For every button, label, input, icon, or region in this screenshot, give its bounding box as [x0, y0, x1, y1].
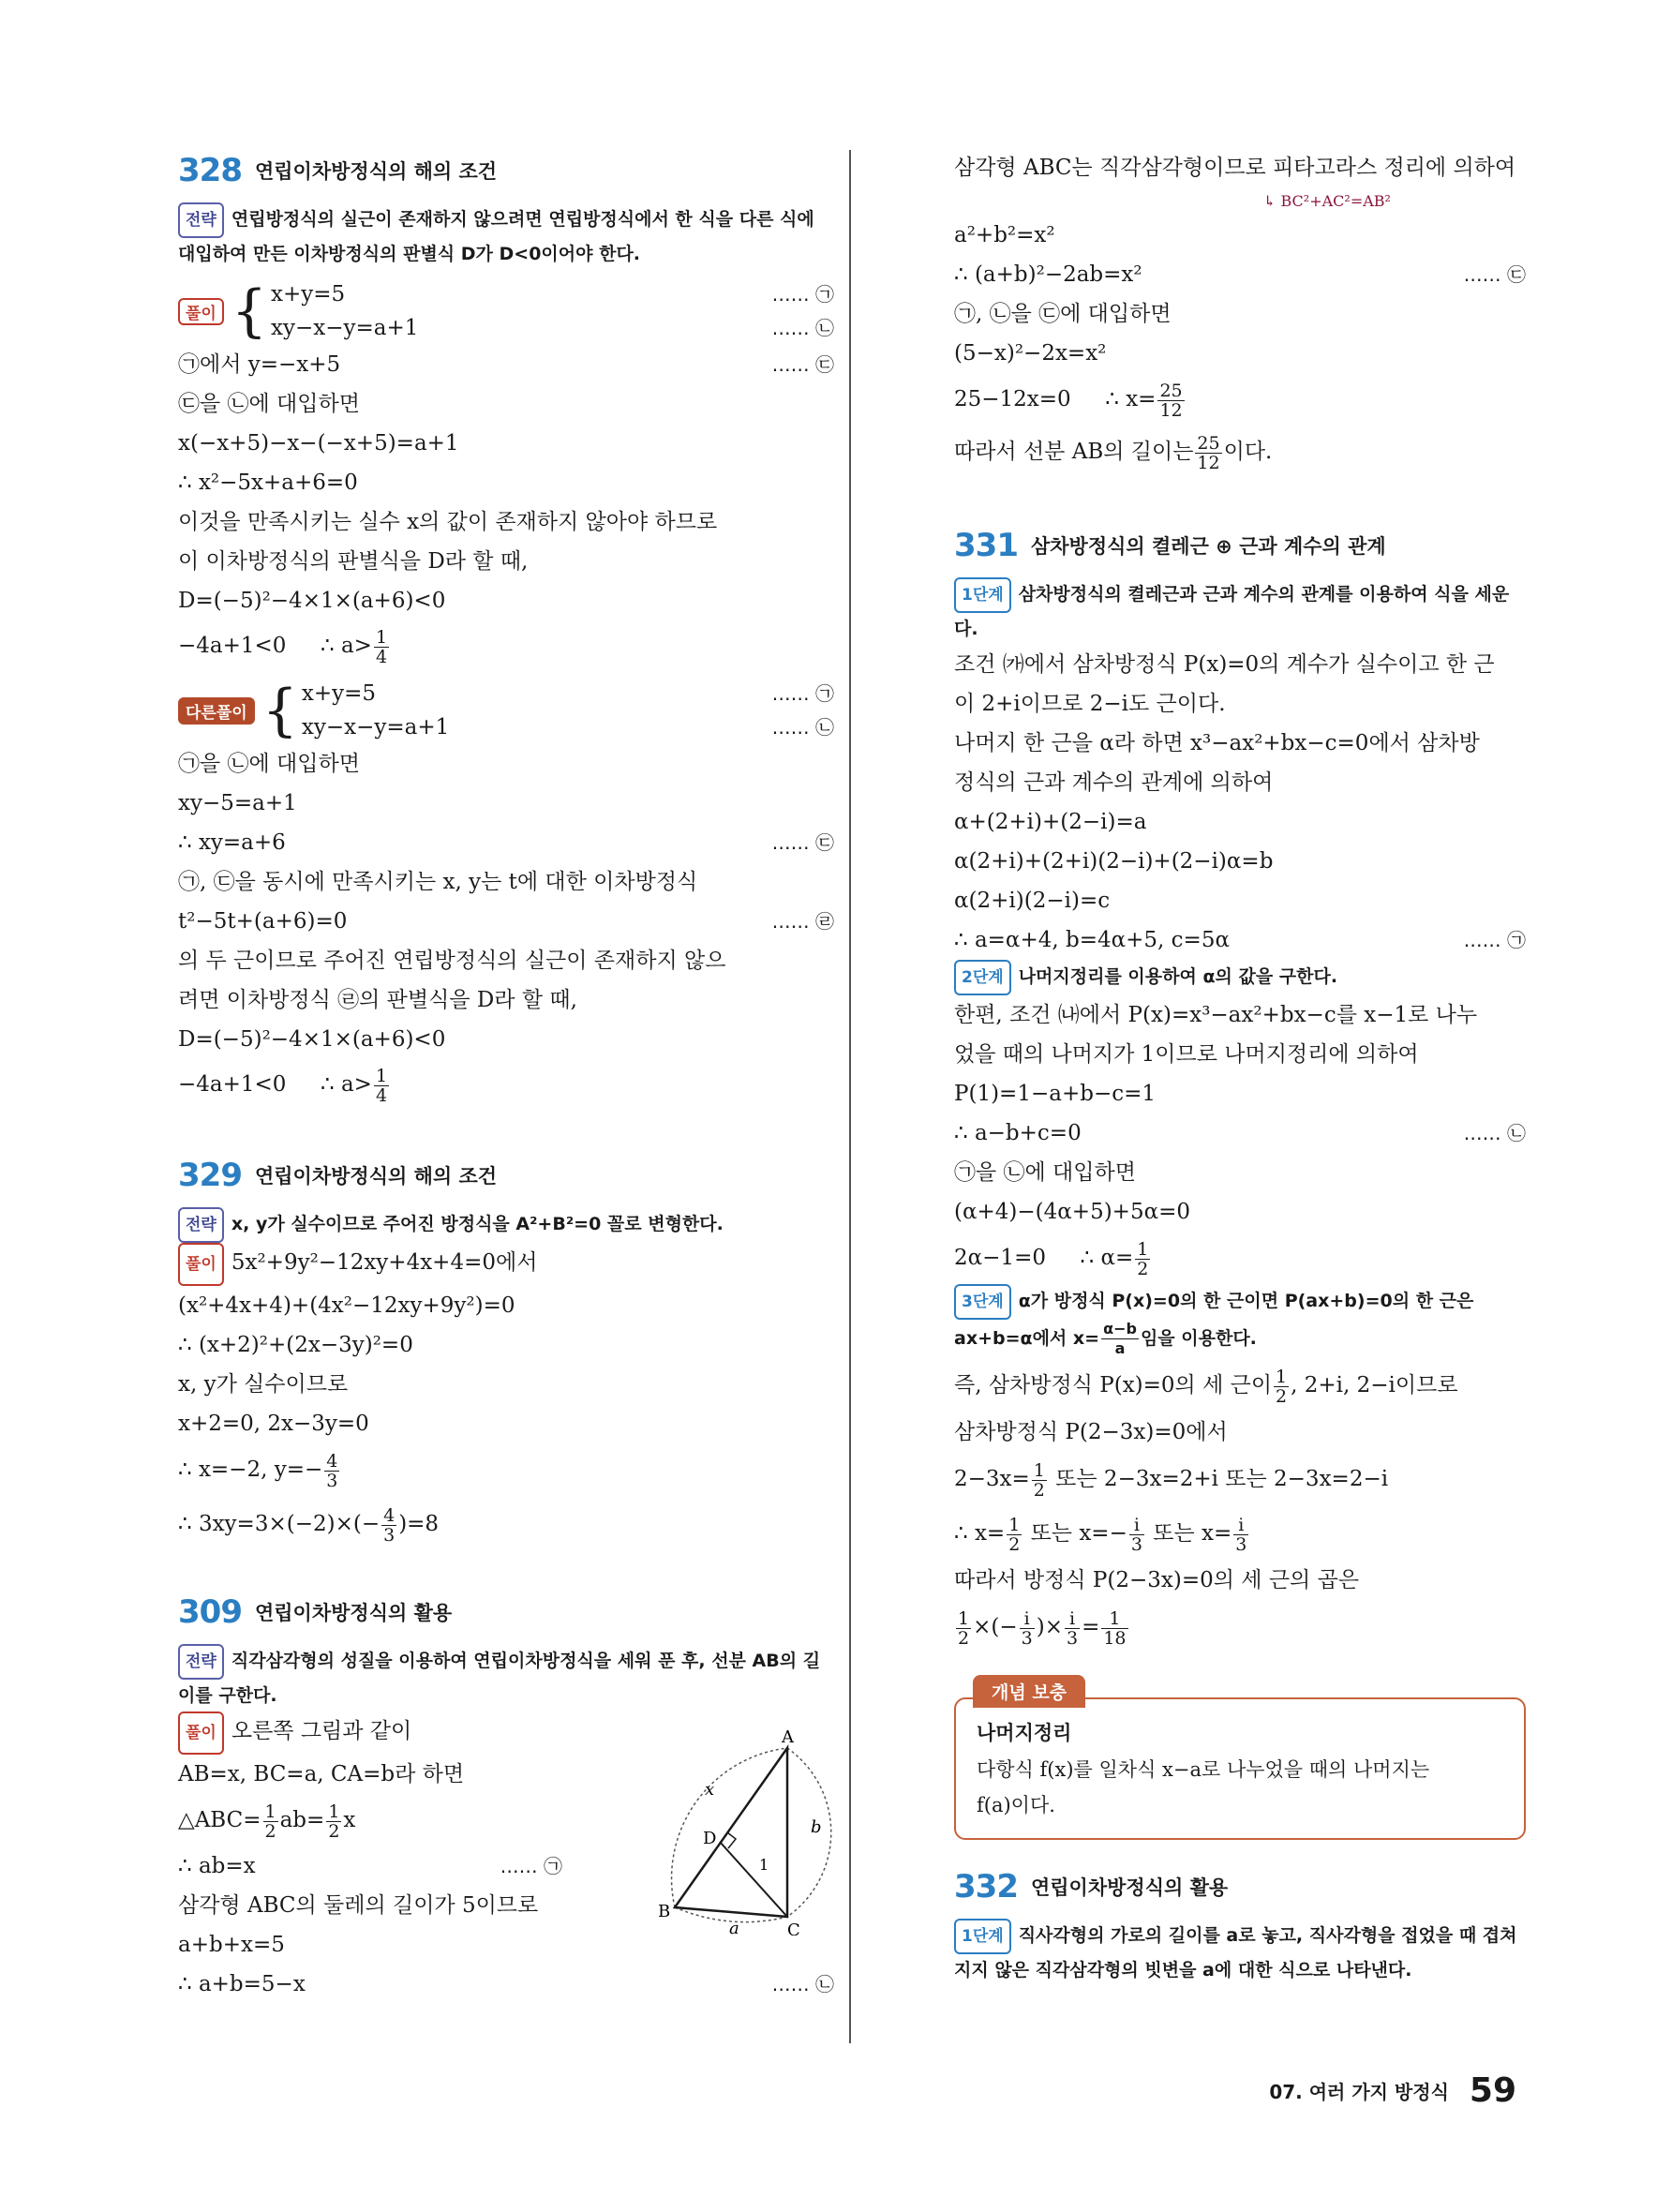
brace: { [231, 278, 268, 344]
left-column [178, 141, 834, 2004]
solution-line: a+b+x=5 [178, 1933, 285, 1957]
solution-line: x(−x+5)−x−(−x+5)=a+1 [178, 431, 459, 456]
concept-tab: 개념 보충 [973, 1675, 1085, 1708]
problem-328-header [178, 152, 834, 189]
strategy-tag: 전략 [178, 1644, 224, 1680]
step-3: 3단계 α가 방정식 P(x)=0의 한 근이면 P(ax+b)=0의 한 근은 ax+b=α에서 x= $\frac{\alpha-b}{a}$ 임을 이용한다. [954, 1284, 1526, 1358]
solution-line: ∴ a+b=5−x …… ㉡ [178, 1972, 834, 1996]
strategy-text: 직각삼각형의 성질을 이용하여 연립이차방정식을 세워 푼 후, 선분 AB의 길이를 구한다. [178, 1651, 821, 1706]
solution-line: 풀이 5x²+9y²−12xy+4x+4=0에서 [178, 1243, 834, 1286]
label-a-side: a [729, 1919, 739, 1936]
solution-line: α+(2+i)+(2−i)=a [954, 810, 1147, 834]
solution-line: 이 2+i이므로 2−i도 근이다. [954, 692, 1226, 716]
solution-line: 의 두 근이므로 주어진 연립방정식의 실근이 존재하지 않으 [178, 949, 726, 973]
strategy-text: x, y가 실수이므로 주어진 방정식을 A²+B²=0 꼴로 변형한다. [231, 1214, 724, 1234]
label-b-side: b [811, 1817, 822, 1837]
problem-title: 연립이차방정식의 해의 조건 [254, 160, 498, 183]
fraction: $\frac{1}{4}$ [375, 1065, 388, 1106]
solution-line: x+2=0, 2x−3y=0 [178, 1412, 369, 1436]
solution-line: 삼각형 ABC는 직각삼각형이므로 피타고라스 정리에 의하여 [954, 156, 1516, 180]
label-c: C [787, 1921, 800, 1936]
problem-number: 309 [178, 1593, 242, 1631]
equation-line: x+y=5 …… ㉠ [271, 282, 834, 306]
strategy-text: 연립방정식의 실근이 존재하지 않으려면 연립방정식에서 한 식을 다른 식에 대입하여 만든 이차방정식의 판별식 D가 D<0이어야 한다. [178, 209, 814, 264]
problem-number: 331 [954, 527, 1018, 564]
pythagoras-note: ↳ BC²+AC²=AB² [1263, 192, 1391, 210]
solution-line: ∴ x= $\frac{1}{2}$ 또는 x=− $\frac{i}{3}$ 또는 x= $\frac{i}{3}$ [954, 1514, 1247, 1555]
problem-331-header [954, 527, 1526, 564]
label-one: 1 [759, 1856, 769, 1874]
fraction: $\frac{4}{3}$ [326, 1450, 338, 1491]
brace: { [261, 678, 298, 743]
problem-title: 연립이차방정식의 해의 조건 [254, 1165, 498, 1188]
concept-box [954, 1682, 1526, 1840]
solution-line: AB=x, BC=a, CA=b라 하면 [178, 1762, 465, 1786]
solution-line: ∴ xy=a+6 …… ㉢ [178, 830, 834, 855]
page-footer [1269, 2071, 1516, 2110]
strategy-tag: 전략 [178, 1207, 224, 1243]
solution-line: 따라서 방정식 P(2−3x)=0의 세 근의 곱은 [954, 1568, 1360, 1592]
concept-title: 나머지정리 [977, 1722, 1072, 1744]
chapter-title: 07. 여러 가지 방정식 [1269, 2081, 1449, 2103]
solution-line: ㉠, ㉢을 동시에 만족시키는 x, y는 t에 대한 이차방정식 [178, 870, 698, 894]
problem-title: 연립이차방정식의 활용 [1030, 1876, 1229, 1899]
problem-number: 328 [178, 152, 242, 189]
strategy [178, 202, 834, 270]
solution-line: 나머지 한 근을 α라 하면 x³−ax²+bx−c=0에서 삼차방 [954, 731, 1480, 755]
alt-equation-system [178, 677, 834, 744]
solution-line: (x²+4x+4)+(4x²−12xy+9y²)=0 [178, 1293, 515, 1318]
solution-line: ∴ 3xy=3×(−2)×(− $\frac{4}{3}$ )=8 [178, 1504, 440, 1546]
solution-line: ㉠을 ㉡에 대입하면 [178, 752, 360, 776]
solution-line: 려면 이차방정식 ㉣의 판별식을 D라 할 때, [178, 988, 577, 1012]
problem-309-header [178, 1593, 834, 1631]
step-tag: 3단계 [954, 1284, 1011, 1320]
step-2: 2단계 나머지정리를 이용하여 α의 값을 구한다. [954, 960, 1526, 995]
solution-line: 2α−1=0 ∴ α= $\frac{1}{2}$ [954, 1238, 1149, 1279]
step-tag: 2단계 [954, 960, 1011, 995]
solution-line: 풀이 오른쪽 그림과 같이 [178, 1711, 834, 1755]
solution-line: 25−12x=0 ∴ x= $\frac{25}{12}$ [954, 380, 1183, 421]
solution-line: 삼차방정식 P(2−3x)=0에서 [954, 1420, 1228, 1444]
solution-line: ∴ a=α+4, b=4α+5, c=5α …… ㉠ [954, 928, 1526, 952]
solution-line: (5−x)²−2x=x² [954, 341, 1107, 366]
solution-line: α(2+i)+(2+i)(2−i)+(2−i)α=b [954, 849, 1274, 874]
solution-line: △ABC= $\frac{1}{2}$ ab= $\frac{1}{2}$ x [178, 1801, 356, 1842]
problem-title: 삼차방정식의 켤레근 ⊕ 근과 계수의 관계 [1030, 535, 1386, 558]
solution-line: 었을 때의 나머지가 1이므로 나머지정리에 의하여 [954, 1042, 1419, 1067]
solution-line: ∴ a−b+c=0 …… ㉡ [954, 1121, 1526, 1145]
right-angle-mark [727, 1832, 736, 1848]
solution-line: x, y가 실수이므로 [178, 1372, 349, 1397]
arc-b [787, 1748, 831, 1917]
problem-332-header [954, 1868, 1526, 1906]
solution-line: 정식의 근과 계수의 관계에 의하여 [954, 770, 1274, 795]
right-column [954, 141, 1526, 1994]
solution-line: 따라서 선분 AB의 길이는 $\frac{25}{12}$ 이다. [954, 432, 1273, 473]
equation-line: x+y=5 …… ㉠ [301, 681, 834, 706]
fraction: $\frac{4}{3}$ [383, 1504, 396, 1546]
solution-tag: 풀이 [178, 298, 224, 325]
solution-line: 조건 ㈎에서 삼차방정식 P(x)=0의 계수가 실수이고 한 근 [954, 652, 1495, 677]
triangle-figure [656, 1729, 834, 1936]
solution-line: ㉠을 ㉡에 대입하면 [954, 1160, 1136, 1185]
solution-line: D=(−5)²−4×1×(a+6)<0 [178, 1027, 446, 1052]
label-b: B [658, 1902, 671, 1921]
strategy [178, 1207, 834, 1243]
triangle-abc [675, 1748, 787, 1917]
altitude-cd [720, 1842, 787, 1917]
solution-line: a²+b²=x² [954, 223, 1055, 247]
solution-tag: 풀이 [178, 1711, 224, 1755]
solution-line: t²−5t+(a+6)=0 …… ㉣ [178, 909, 834, 934]
solution-line: 삼각형 ABC의 둘레의 길이가 5이므로 [178, 1893, 539, 1918]
equation-line: xy−x−y=a+1 …… ㉡ [271, 316, 834, 340]
step-1: 1단계 삼차방정식의 켤레근과 근과 계수의 관계를 이용하여 식을 세운다. [954, 577, 1526, 645]
solution-line: ∴ x²−5x+a+6=0 [178, 471, 358, 495]
solution-line: −4a+1<0 ∴ a> $\frac{1}{4}$ [178, 626, 388, 667]
step-tag: 1단계 [954, 1919, 1011, 1954]
equation-line: xy−x−y=a+1 …… ㉡ [301, 715, 834, 740]
strategy-tag: 전략 [178, 202, 224, 238]
solution-line: 즉, 삼차방정식 P(x)=0의 세 근이 $\frac{1}{2}$ , 2+i, 2−i이므로 [954, 1366, 1458, 1407]
label-x: x [705, 1780, 715, 1800]
solution-line: (α+4)−(4α+5)+5α=0 [954, 1200, 1191, 1224]
label-a: A [782, 1729, 794, 1747]
solution-line: α(2+i)(2−i)=c [954, 889, 1111, 913]
solution-line: xy−5=a+1 [178, 791, 297, 815]
alt-solution-tag: 다른풀이 [178, 697, 255, 725]
step-tag: 1단계 [954, 577, 1011, 613]
problem-number: 329 [178, 1157, 242, 1194]
concept-text: 다항식 f(x)를 일차식 x−a로 나누었을 때의 나머지는 [977, 1758, 1430, 1781]
solution-tag: 풀이 [178, 1243, 224, 1286]
page-number: 59 [1469, 2071, 1516, 2110]
concept-text: f(a)이다. [977, 1794, 1055, 1816]
problem-title: 연립이차방정식의 활용 [254, 1602, 453, 1624]
solution-line: ∴ x=−2, y=− $\frac{4}{3}$ [178, 1450, 338, 1491]
solution-line: 한편, 조건 ㈏에서 P(x)=x³−ax²+bx−c를 x−1로 나누 [954, 1003, 1478, 1027]
problem-number: 332 [954, 1868, 1018, 1906]
solution-line: D=(−5)²−4×1×(a+6)<0 [178, 589, 446, 613]
solution-line: P(1)=1−a+b−c=1 [954, 1082, 1156, 1106]
solution-line: 이것을 만족시키는 실수 x의 값이 존재하지 않아야 하므로 [178, 510, 718, 534]
solution-line: ∴ ab=x …… ㉠ [178, 1854, 562, 1878]
step-1: 1단계 직사각형의 가로의 길이를 a로 놓고, 직사각형을 접었을 때 겹쳐지지 않은 직각삼각형의 빗변을 a에 대한 식으로 나타낸다. [954, 1919, 1526, 1986]
solution-line: ∴ (x+2)²+(2x−3y)²=0 [178, 1333, 413, 1357]
solution-line: ㉠에서 y=−x+5 …… ㉢ [178, 352, 834, 377]
solution-line: ㉠, ㉡을 ㉢에 대입하면 [954, 302, 1172, 326]
equation-system [178, 277, 834, 345]
strategy [178, 1644, 834, 1711]
solution-line: ∴ (a+b)²−2ab=x² …… ㉢ [954, 262, 1526, 287]
solution-line: 이 이차방정식의 판별식을 D라 할 때, [178, 549, 529, 574]
fraction: $\frac{1}{4}$ [375, 626, 388, 667]
column-divider [849, 150, 851, 2043]
solution-line: −4a+1<0 ∴ a> $\frac{1}{4}$ [178, 1065, 388, 1106]
solution-line: $\frac{1}{2}$ ×(− $\frac{i}{3}$ )× $\frac{i}{3}$ = $\frac{1}{18}$ [958, 1607, 1127, 1649]
problem-329-header [178, 1157, 834, 1194]
label-d: D [703, 1829, 717, 1848]
solution-line: 2−3x= $\frac{1}{2}$ 또는 2−3x=2+i 또는 2−3x=2−i [954, 1459, 1389, 1501]
solution-line: ㉢을 ㉡에 대입하면 [178, 392, 360, 416]
